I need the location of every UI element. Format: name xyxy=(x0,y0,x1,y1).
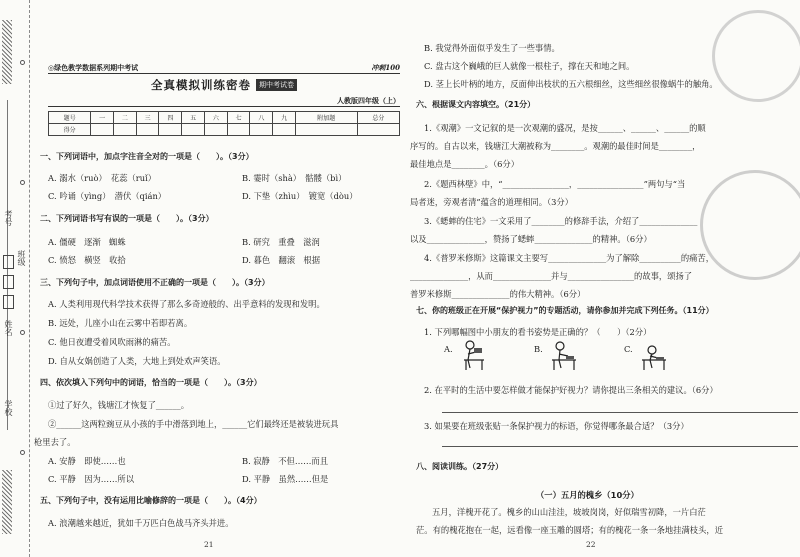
binding-box xyxy=(3,275,14,289)
q6-item-4-line-2[interactable]: ______________，从而______________并与________________的故事，颂扬了 xyxy=(410,271,693,281)
binding-hole xyxy=(20,450,25,455)
q2-option-b[interactable]: B. 研究 重叠 滋润 xyxy=(242,237,320,247)
q6-item-4-line-1[interactable]: 4.《普罗米修斯》这篇课文主要写______________为了解除__________的痛苦， xyxy=(424,253,715,263)
score-header-cell: 题号 xyxy=(49,112,91,124)
q1-option-c[interactable]: C. 吟诵（yìng） 潜伏（qián） xyxy=(48,191,167,201)
q4-sentence-2: ②______这两粒豌豆从小孩的手中滑落到地上，______它们最终还是被装进玩具 xyxy=(48,419,339,429)
score-header-cell: 二 xyxy=(113,112,136,124)
score-cell[interactable] xyxy=(91,124,114,136)
reading-posture-figure-a-icon[interactable] xyxy=(456,338,490,372)
binding-hole xyxy=(20,330,25,335)
score-header-cell: 三 xyxy=(136,112,159,124)
score-header-cell: 一 xyxy=(91,112,114,124)
binding-hole xyxy=(20,180,25,185)
q6-item-1-line-1[interactable]: 1.《观潮》一文记叙的是一次观潮的盛况，是按______、______、______的顺 xyxy=(424,123,706,133)
binding-margin xyxy=(0,0,30,557)
question-8-heading: 八、阅读训练。（27分） xyxy=(416,462,504,471)
question-7-heading: 七、你的班级正在开展“保护视力”的专题活动，请你参加并完成下列任务。（11分） xyxy=(416,306,714,315)
passage-line-1: 五月，洋槐开花了。槐乡的山山洼洼，坡坡岗岗，好似瑞雪初降，一片白茫 xyxy=(432,507,706,517)
q1-option-b[interactable]: B. 霎时（shà） 骷髅（bì） xyxy=(242,173,347,183)
q3-option-b[interactable]: B. 远处，儿座小山在云雾中若即若离。 xyxy=(48,318,193,328)
q6-item-4-line-3[interactable]: 普罗米修斯______________的伟大精神。（6分） xyxy=(410,289,586,299)
score-table xyxy=(48,111,400,136)
q6-item-1-line-2[interactable]: 序写的。自古以来，钱塘江大潮被称为________。观潮的最佳时间是________， xyxy=(410,141,701,151)
score-header-cell: 八 xyxy=(250,112,273,124)
q3-option-c[interactable]: C. 他日夜遭受着风吹雨淋的痛苦。 xyxy=(48,337,176,347)
q2-option-d[interactable]: D. 暮色 翻滚 根据 xyxy=(242,255,321,265)
score-cell[interactable] xyxy=(204,124,227,136)
q4-sentence-1: ①过了好久，钱塘江才恢复了______。 xyxy=(48,400,190,410)
score-cell[interactable] xyxy=(182,124,205,136)
score-cell[interactable] xyxy=(295,124,357,136)
q5-option-b[interactable]: B. 我觉得外面似乎发生了一些事情。 xyxy=(424,43,560,53)
question-1-heading: 一、下列词语中，加点字注音全对的一项是（ ）。（3分） xyxy=(40,152,254,161)
question-6-heading: 六、根据课文内容填空。（21分） xyxy=(416,100,536,109)
score-header-cell: 五 xyxy=(182,112,205,124)
exam-title-tag: 期中考试卷 xyxy=(256,79,297,91)
q4-option-d[interactable]: D. 平静 虽然……但是 xyxy=(242,474,329,484)
q6-item-2-line-2[interactable]: 局者迷，旁观者清”蕴含的道理相同。（3分） xyxy=(410,197,574,207)
q1-option-a[interactable]: A. 溺水（ruò） 花蕊（ruǐ） xyxy=(48,173,157,183)
answer-line[interactable] xyxy=(442,412,798,413)
edition-label: 人教版四年级（上） xyxy=(337,96,400,105)
sprint-label: 冲刺100 xyxy=(371,62,400,72)
q7-item-1: 1. 下列哪幅图中小朋友的看书姿势是正确的？（ ）（2分） xyxy=(424,327,652,337)
stamp-mark xyxy=(712,10,800,102)
question-2-heading: 二、下列词语书写有误的一项是（ ）。（3分） xyxy=(40,214,214,223)
answer-line[interactable] xyxy=(442,446,798,447)
left-page xyxy=(32,0,414,557)
score-header-cell: 六 xyxy=(204,112,227,124)
q7-figure-a-label: A. xyxy=(444,344,453,354)
q7-figure-b-label: B. xyxy=(534,344,543,354)
binding-hole xyxy=(20,60,25,65)
binding-box xyxy=(3,295,14,309)
q4-option-b[interactable]: B. 寂静 不但……而且 xyxy=(242,456,329,466)
q4-option-c[interactable]: C. 平静 因为……所以 xyxy=(48,474,134,484)
q4-option-a[interactable]: A. 安静 即使……也 xyxy=(48,456,126,466)
q7-figure-c-label: C. xyxy=(624,344,633,354)
series-brand: ◎绿色教学数据系列期中考试 xyxy=(48,63,139,72)
binding-hatch xyxy=(2,20,12,84)
question-3-heading: 三、下列句子中，加点词语使用不正确的一项是（ ）。（3分） xyxy=(40,278,270,287)
page-number: 21 xyxy=(204,540,214,549)
q5-option-c[interactable]: C. 盘古这个巍峨的巨人就像一根柱子，撑在天和地之间。 xyxy=(424,61,635,71)
question-4-heading: 四、依次填入下列句中的词语，恰当的一项是（ ）。（3分） xyxy=(40,378,262,387)
title-row xyxy=(48,76,400,94)
binding-label-class: 班级 xyxy=(17,250,26,266)
score-header-cell: 四 xyxy=(159,112,182,124)
q4-sentence-2-cont: 枪里去了。 xyxy=(34,437,76,447)
q6-item-2-line-1[interactable]: 2.《题西林壁》中，“________________，________________”两句与“当 xyxy=(424,179,686,189)
score-cell[interactable] xyxy=(136,124,159,136)
exam-title: 全真模拟训练密卷 xyxy=(151,78,251,92)
binding-box xyxy=(3,255,14,269)
score-header-cell: 附加题 xyxy=(295,112,357,124)
q6-item-1-line-3[interactable]: 最佳地点是________。（6分） xyxy=(410,159,519,169)
q2-option-a[interactable]: A. 僵硬 逐渐 蜘蛛 xyxy=(48,237,126,247)
score-header-cell: 总分 xyxy=(357,112,399,124)
divider xyxy=(48,106,400,107)
q7-item-2: 2. 在平时的生活中要怎样做才能保护好视力？请你提出三条相关的建议。（6分） xyxy=(424,385,718,395)
q7-item-3: 3. 如果要在班级张贴一条保护视力的标语，你觉得哪条最合适？（3分） xyxy=(424,421,689,431)
passage-title: （一）五月的槐乡（10分） xyxy=(536,490,639,500)
score-cell[interactable] xyxy=(357,124,399,136)
binding-label-school: 学校 xyxy=(4,400,13,416)
score-cell[interactable] xyxy=(159,124,182,136)
binding-hatch xyxy=(2,470,12,534)
score-cell[interactable] xyxy=(250,124,273,136)
score-cell[interactable] xyxy=(227,124,250,136)
score-cell[interactable] xyxy=(273,124,296,136)
binding-label-name: 姓名 xyxy=(4,320,13,336)
exam-series-header xyxy=(48,62,400,74)
q5-option-d[interactable]: D. 茎上长叶柄的地方，反面伸出枝状的五六根细丝，这些细丝很像蜗牛的触角。 xyxy=(424,79,718,89)
score-row-label: 得分 xyxy=(49,124,91,136)
binding-label-no: 考号 xyxy=(4,210,13,226)
q2-option-c[interactable]: C. 愤怒 横竖 收拾 xyxy=(48,255,126,265)
q3-option-a[interactable]: A. 人类利用现代科学技术获得了那么多奇迹般的、出乎意料的发现和发明。 xyxy=(48,299,325,309)
q6-item-3-line-2[interactable]: 以及______________，赞扬了蟋蟀______________的精神。（6分） xyxy=(410,234,652,244)
reading-posture-figure-b-icon[interactable] xyxy=(546,338,580,372)
score-header-cell: 七 xyxy=(227,112,250,124)
score-row xyxy=(49,124,400,136)
passage-line-2: 茫。有的槐花抱在一起，远看像一座玉雕的圆塔；有的槐花一条一条地挂满枝头，近 xyxy=(416,525,723,535)
reading-posture-figure-c-icon[interactable] xyxy=(636,338,670,372)
score-cell[interactable] xyxy=(113,124,136,136)
q3-option-d[interactable]: D. 自从女娲创造了人类，大地上到处欢声笑语。 xyxy=(48,356,226,366)
page-number: 22 xyxy=(586,540,596,549)
score-header-cell: 九 xyxy=(273,112,296,124)
q1-option-d[interactable]: D. 下垫（zhìu） 镀宽（dòu） xyxy=(242,191,358,201)
q6-item-3-line-1[interactable]: 3.《蟋蟀的住宅》一文采用了________的修辞手法，介绍了______________ xyxy=(424,216,698,226)
stamp-mark xyxy=(700,170,800,280)
q5-option-a[interactable]: A. 浪潮越来越近，犹如千万匹白色战马齐头并进。 xyxy=(48,518,234,528)
question-5-heading: 五、下列句子中，没有运用比喻修辞的一项是（ ）。（4分） xyxy=(40,496,262,505)
score-header-row xyxy=(49,112,400,124)
